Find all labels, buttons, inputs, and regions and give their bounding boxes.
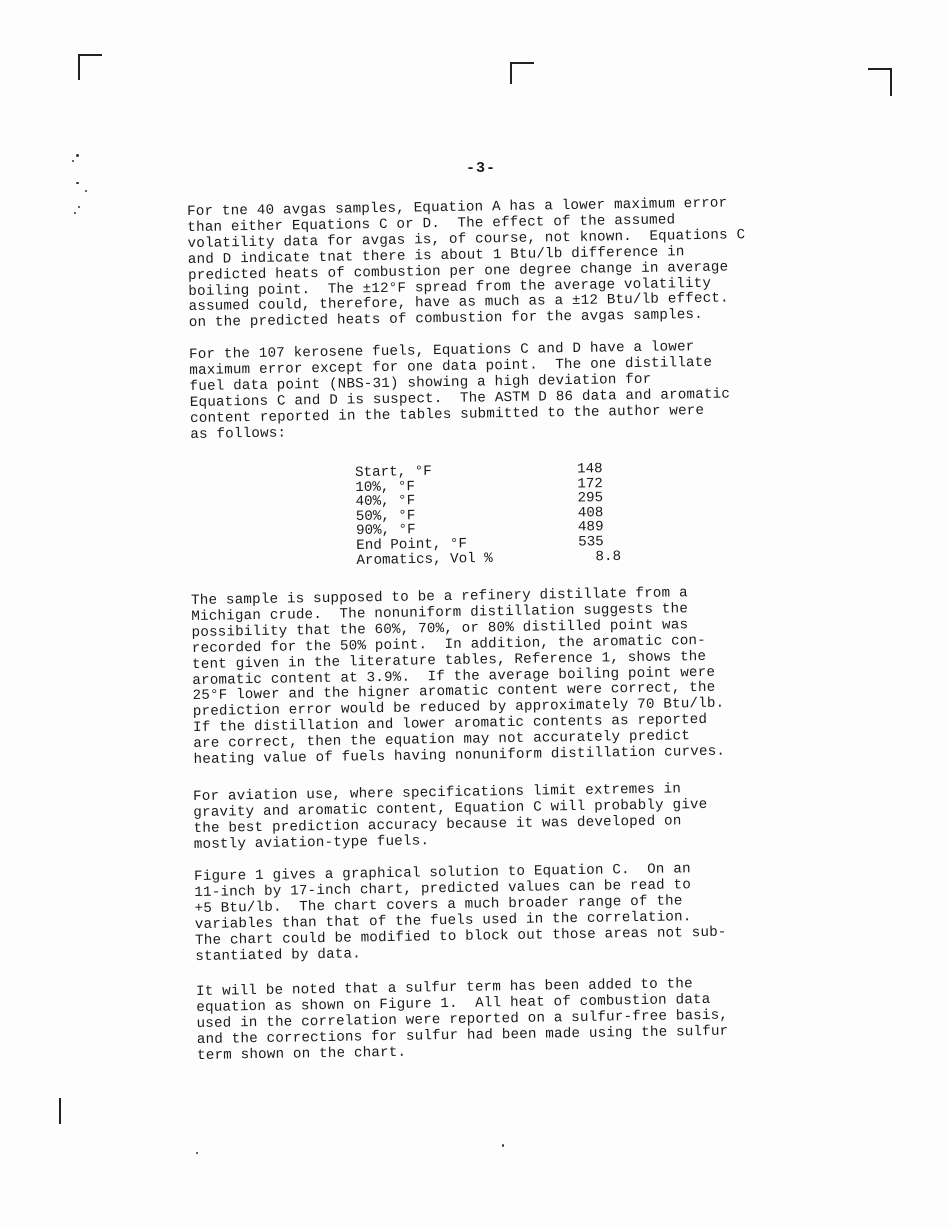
- crop-mark-top-right: [890, 68, 892, 96]
- table-label: 40%, °F: [355, 493, 416, 511]
- table-value: 295: [577, 490, 604, 507]
- table-row: [356, 549, 626, 568]
- table-label: 90%, °F: [355, 522, 416, 540]
- paragraph-avgas: For tne 40 avgas samples, Equation A has a lower maximum error than either Equations C or D. The effect of the assumed volatility data for avgas is, of course, not known. Equations C and D indicate tnat there is about 1 Btu/lb difference in predicted heats of combustion per one degree change in average boiling point. The ±12°F spread from the average volatility assumed could, therefore, have as much as a ±12 Btu/lb effect. on the predicted heats of combustion for the avgas samples.: [186, 195, 746, 332]
- crop-mark-top-center: [510, 62, 512, 84]
- distillation-data-table: [355, 462, 637, 569]
- table-value: 172: [577, 475, 603, 493]
- crop-mark-top-left: [78, 54, 80, 80]
- scan-speck: [85, 190, 87, 192]
- scan-speck: [76, 182, 79, 184]
- crop-mark-top-right: [868, 68, 892, 70]
- scan-speck: [502, 1144, 504, 1147]
- paragraph-kerosene: For the 107 kerosene fuels, Equations C and D have a lower maximum error except for one data point. The one distillate fuel data point (NBS-31) showing a high deviation for Equations C and D is suspect. The ASTM D 86 data and aromatic content reported in the tables submitted to the author were as follows:: [188, 339, 731, 443]
- crop-mark-top-left: [78, 54, 102, 56]
- scan-speck: [196, 1152, 198, 1154]
- table-label: Aromatics, Vol %: [356, 550, 493, 569]
- paragraph-figure-1: Figure 1 gives a graphical solution to Equation C. On an 11-inch by 17-inch chart, predicted values can be read to +5 Btu/lb. The chart covers a much broader range of the variables than that of the fuels used in the correlation. The chart could be modified to block out those areas not sub- stantiated by data.: [193, 861, 727, 965]
- paragraph-aviation-use: For aviation use, where specifications limit extremes in gravity and aromatic content, Equation C will probably give the best prediction accuracy because it was developed on mostly aviation-type fuels.: [192, 781, 708, 853]
- crop-mark-bottom-left: [59, 1098, 61, 1124]
- table-label: Start, °F: [354, 463, 432, 481]
- table-label: End Point, °F: [356, 536, 468, 554]
- table-label: 50%, °F: [355, 507, 416, 525]
- page-number: -3-: [466, 160, 497, 177]
- table-value: 148: [576, 461, 603, 478]
- table-value: 535: [578, 534, 604, 551]
- scan-speck: [72, 160, 74, 162]
- table-value: 489: [577, 519, 604, 536]
- paragraph-sample-discussion: The sample is supposed to be a refinery distillate from a Michigan crude. The nonuniform distillation suggests the possibility that the 60%, 70%, or 80% distilled point was recorded for the 50% point. In addition, the aromatic con- tent given in the literature tables, Reference 1, shows the aromatic content at 3.9%. If the average boiling point were 25°F lower and the higner aromatic content were correct, the prediction error would be reduced by approximately 70 Btu/lb. If the distillation and lower aromatic contents as reported are correct, then the equation may not accurately predict heating value of fuels having nonuniform distillation curves.: [190, 585, 726, 769]
- paragraph-sulfur-term: It will be noted that a sulfur term has been added to the equation as shown on Figure 1. All heat of combustion data used in the correlation were reported on a sulfur-free basis, and the corrections for sulfur had been made using the sulfur term shown on the chart.: [195, 976, 729, 1064]
- scan-speck: [78, 206, 80, 208]
- scan-speck: [74, 212, 76, 214]
- table-value: 8.8: [578, 548, 622, 566]
- scan-speck: [76, 154, 79, 157]
- crop-mark-top-center: [510, 62, 534, 64]
- table-label: 10%, °F: [355, 478, 416, 496]
- table-value: 408: [577, 504, 604, 522]
